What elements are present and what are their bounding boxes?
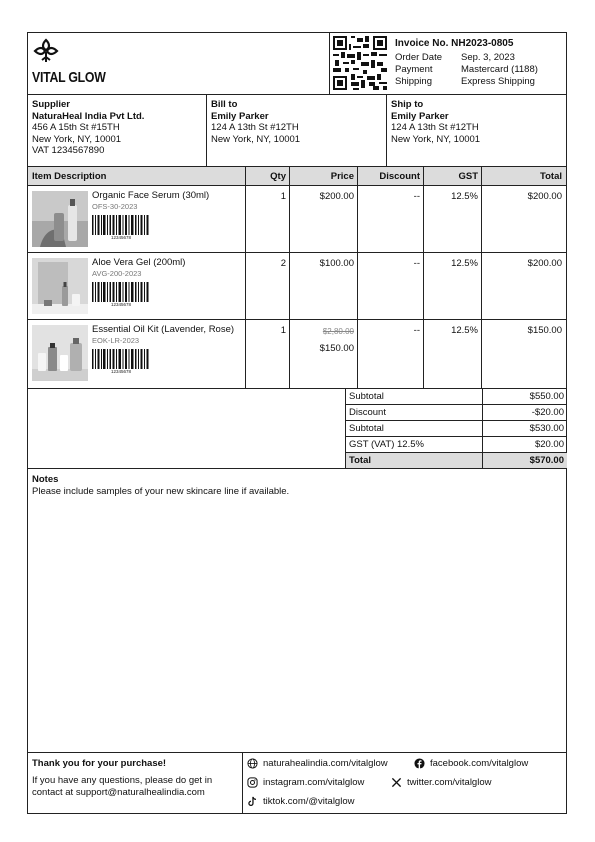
header-discount: Discount: [379, 171, 420, 182]
website-link-text: naturahealindia.com/vitalglow: [263, 758, 388, 769]
totals-value: $530.00: [529, 423, 564, 434]
facebook-link-text: facebook.com/vitalglow: [430, 758, 529, 769]
instagram-link-text: instagram.com/vitalglow: [263, 777, 365, 788]
bill-to-name: Emily Parker: [211, 110, 269, 122]
totals-divider: [482, 405, 483, 421]
totals-divider: [482, 389, 483, 405]
meta-value: Express Shipping: [461, 75, 535, 87]
website-link[interactable]: [247, 758, 388, 770]
bill-to-address-line: 124 A 13th St #12TH: [211, 122, 299, 133]
barcode-number: 12345678: [110, 369, 132, 374]
qr-code: [329, 33, 390, 94]
totals-label: Subtotal: [349, 391, 384, 402]
x-twitter-icon: [391, 777, 402, 788]
tiktok-link-text: tiktok.com/@vitalglow: [263, 796, 355, 807]
totals-row: [346, 405, 567, 421]
item-sku: EOK-LR-2023: [92, 336, 140, 345]
supplier-block: [28, 95, 207, 166]
totals-row: [346, 437, 567, 453]
ship-to-address-line: New York, NY, 10001: [391, 133, 481, 145]
notes-text: Please include samples of your new skincare line if available.: [32, 485, 290, 497]
flower-logo-icon: [33, 38, 59, 64]
items-table: [28, 167, 566, 389]
invoice-meta: [395, 38, 565, 88]
ship-to-name: Emily Parker: [391, 110, 449, 122]
header-price: Price: [330, 171, 354, 182]
barcode-number: 12345678: [110, 302, 132, 307]
totals-label: Subtotal: [349, 423, 384, 434]
supplier-name: NaturaHeal India Pvt Ltd.: [32, 110, 145, 122]
supplier-address-line: 456 A 15th St #15TH: [32, 122, 120, 133]
instagram-link[interactable]: [247, 777, 364, 789]
item-gst: 12.5%: [451, 258, 478, 269]
invoice-sheet: [27, 32, 567, 814]
tiktok-icon: [247, 796, 258, 807]
shipping-row: [395, 76, 565, 88]
meta-key: Order Date: [395, 51, 442, 63]
twitter-link[interactable]: [391, 777, 491, 789]
item-sku: AVG-200-2023: [92, 269, 142, 278]
bill-to-address-line: New York, NY, 10001: [211, 133, 301, 145]
brand-name: VITAL GLOW: [32, 69, 106, 86]
ship-to-address-line: 124 A 13th St #12TH: [391, 122, 479, 133]
meta-value: Sep. 3, 2023: [461, 51, 515, 63]
product-thumbnail: [32, 258, 88, 314]
parties-section: [28, 95, 566, 167]
payment-row: [395, 64, 565, 76]
item-price: $200.00: [319, 191, 354, 202]
table-row: [28, 253, 566, 320]
barcode: [92, 349, 150, 375]
tiktok-link[interactable]: [247, 796, 354, 808]
item-price: $100.00: [319, 258, 354, 269]
totals-row: [346, 389, 567, 405]
facebook-icon: [414, 758, 425, 769]
table-row: [28, 186, 566, 253]
thank-you-title: Thank you for your purchase!: [32, 758, 167, 769]
invoice-header: [28, 33, 566, 95]
header-total: Total: [540, 171, 562, 182]
ship-to-label: Ship to: [391, 99, 424, 110]
contact-line: contact at support@naturalhealindia.com: [32, 786, 205, 798]
meta-key: Shipping: [395, 75, 432, 87]
header-description: Item Description: [32, 171, 107, 182]
facebook-link[interactable]: [414, 758, 528, 770]
table-row: [28, 320, 566, 389]
barcode: [92, 282, 150, 308]
item-total: $200.00: [527, 258, 562, 269]
item-old-price: [323, 326, 354, 338]
totals-divider: [482, 437, 483, 453]
totals-value: -$20.00: [531, 407, 564, 418]
totals-value: $20.00: [534, 439, 564, 450]
grand-total-value: $570.00: [529, 455, 564, 466]
item-price: $150.00: [319, 343, 354, 354]
totals-row: [346, 421, 567, 437]
notes-section: [28, 469, 566, 753]
twitter-link-text: twitter.com/vitalglow: [407, 777, 492, 788]
barcode-number: 12345678: [110, 235, 132, 240]
invoice-number: Invoice No. NH2023-0805: [395, 38, 514, 49]
totals-label: GST (VAT) 12.5%: [349, 439, 424, 450]
item-sku: OFS-30-2023: [92, 202, 138, 211]
item-qty: 2: [280, 258, 286, 269]
item-gst: 12.5%: [451, 191, 478, 202]
item-gst: 12.5%: [451, 325, 478, 336]
item-name: Aloe Vera Gel (200ml): [92, 257, 186, 268]
instagram-icon: [247, 777, 258, 788]
grand-total-row: [346, 453, 567, 468]
product-thumbnail: [32, 325, 88, 381]
header-gst: GST: [458, 171, 478, 182]
item-total: $150.00: [527, 325, 562, 336]
ship-to-block: [387, 95, 566, 166]
item-name: Essential Oil Kit (Lavender, Rose): [92, 324, 235, 335]
contact-line: If you have any questions, please do get in: [32, 774, 213, 786]
order-date-row: [395, 52, 565, 64]
totals-divider: [482, 421, 483, 437]
supplier-vat: VAT 1234567890: [32, 145, 105, 156]
product-thumbnail: [32, 191, 88, 247]
totals-label: Total: [349, 455, 371, 466]
barcode: [92, 215, 150, 241]
thank-you-block: [28, 753, 243, 814]
item-qty: 1: [280, 325, 286, 336]
totals-label: Discount: [349, 407, 386, 418]
bill-to-block: [207, 95, 387, 166]
totals-section: [28, 389, 566, 469]
totals-divider: [482, 453, 483, 469]
old-price-text: $2,80.00: [322, 327, 354, 336]
item-qty: 1: [280, 191, 286, 202]
totals-value: $550.00: [529, 391, 564, 402]
item-total: $200.00: [527, 191, 562, 202]
supplier-label: Supplier: [32, 99, 71, 110]
footer: [28, 753, 566, 814]
meta-key: Payment: [395, 63, 433, 75]
totals-table: [345, 389, 566, 468]
item-discount: --: [413, 191, 420, 202]
item-discount: --: [413, 325, 420, 336]
item-discount: --: [413, 258, 420, 269]
notes-label: Notes: [32, 474, 59, 485]
meta-value: Mastercard (1188): [461, 63, 538, 75]
header-qty: Qty: [270, 171, 286, 182]
globe-icon: [247, 758, 258, 769]
social-links: [243, 753, 566, 814]
bill-to-label: Bill to: [211, 99, 238, 110]
supplier-address-line: New York, NY, 10001: [32, 133, 122, 145]
item-name: Organic Face Serum (30ml): [92, 190, 210, 201]
